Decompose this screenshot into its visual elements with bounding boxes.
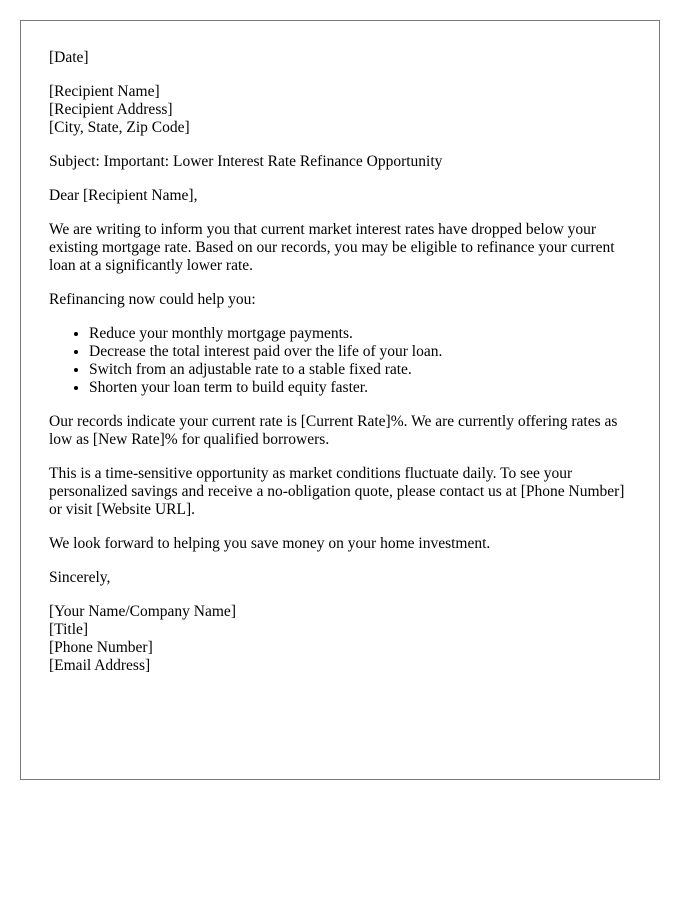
- recipient-address-block: [49, 83, 631, 137]
- letter-page: [20, 20, 660, 780]
- date-line: [49, 49, 631, 67]
- recipient-name: [Recipient Name]: [49, 83, 160, 100]
- date: [Date]: [49, 49, 89, 66]
- closing-line: We look forward to helping you save money on your home investment.: [49, 535, 491, 552]
- recipient-city-state-zip: [City, State, Zip Code]: [49, 119, 190, 136]
- intro-paragraph: We are writing to inform you that current market interest rates have dropped below your existing mortgage rate. Based on our records, you may be eligible to refinance your current loan at a significantly lower rate.: [49, 221, 615, 274]
- signature-title: [Title]: [49, 621, 89, 638]
- signature-name: [Your Name/Company Name]: [49, 603, 236, 620]
- signature-phone: [Phone Number]: [49, 639, 153, 656]
- sign-off: Sincerely,: [49, 569, 111, 586]
- signature-block: [49, 603, 631, 675]
- salutation: Dear [Recipient Name],: [49, 187, 198, 204]
- list-item: • Decrease the total interest paid over the life of your loan.: [89, 343, 631, 361]
- list-item: • Reduce your monthly mortgage payments.: [89, 325, 631, 343]
- subject-line: Subject: Important: Lower Interest Rate Refinance Opportunity: [49, 153, 443, 170]
- urgency-paragraph: This is a time-sensitive opportunity as market conditions fluctuate daily. To see your personalized savings and receive a no-obligation quote, please contact us at [Phone Number] or visit [Website URL].: [49, 465, 625, 518]
- list-item: • Shorten your loan term to build equity faster.: [89, 379, 631, 397]
- list-item: • Switch from an adjustable rate to a stable fixed rate.: [89, 361, 631, 379]
- signature-email: [Email Address]: [49, 657, 151, 674]
- rates-paragraph: Our records indicate your current rate is [Current Rate]%. We are currently offering rates as low as [New Rate]% for qualified borrowers.: [49, 413, 618, 448]
- benefits-list: [49, 325, 631, 397]
- recipient-address: [Recipient Address]: [49, 101, 173, 118]
- benefits-intro: Refinancing now could help you:: [49, 291, 256, 308]
